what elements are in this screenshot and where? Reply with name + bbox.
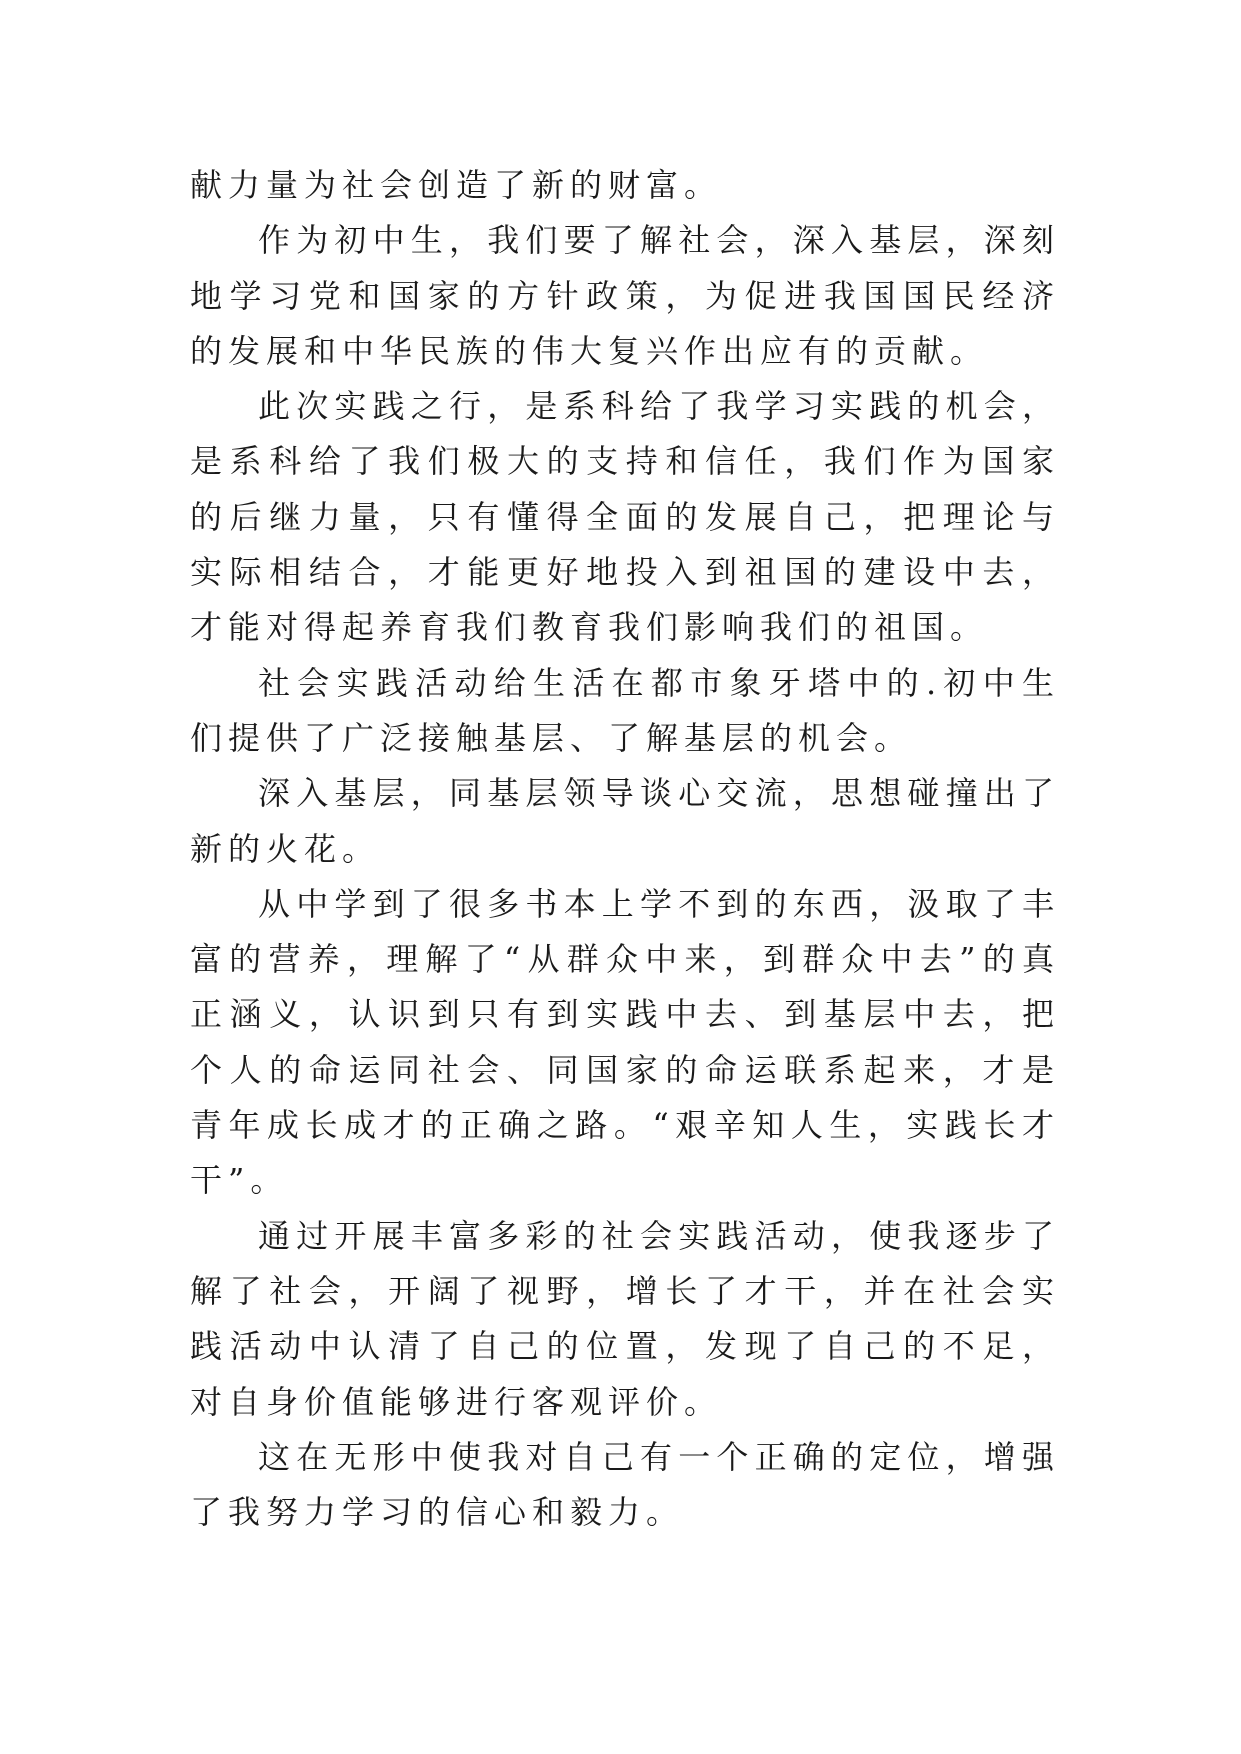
paragraph-6: 从中学到了很多书本上学不到的东西，汲取了丰富的营养，理解了“从群众中来，到群众中去”的真正涵义，认识到只有到实践中去、到基层中去，把个人的命运同社会、同国家的命运联系起来，才是青年成长成才的正确之路。“艰辛知人生，实践长才干”。 bbox=[190, 884, 1060, 1200]
paragraph-4: 社会实践活动给生活在都市象牙塔中的.初中生们提供了广泛接触基层、了解基层的机会。 bbox=[190, 663, 1060, 757]
paragraph-7: 通过开展丰富多彩的社会实践活动，使我逐步了解了社会，开阔了视野，增长了才干，并在社会实践活动中认清了自己的位置，发现了自己的不足，对自身价值能够进行客观评价。 bbox=[190, 1216, 1060, 1421]
paragraph-8: 这在无形中使我对自己有一个正确的定位，增强了我努力学习的信心和毅力。 bbox=[190, 1437, 1060, 1532]
paragraph-1: 献力量为社会创造了新的财富。 bbox=[190, 166, 723, 204]
paragraph-3: 此次实践之行，是系科给了我学习实践的机会，是系科给了我们极大的支持和信任，我们作为国家的后继力量，只有懂得全面的发展自己，把理论与实际相结合，才能更好地投入到祖国的建设中去，才能对得起养育我们教育我们影响我们的祖国。 bbox=[190, 387, 1060, 647]
document-body bbox=[190, 158, 1060, 1540]
paragraph-5: 深入基层，同基层领导谈心交流，思想碰撞出了新的火花。 bbox=[190, 774, 1060, 868]
paragraph-2: 作为初中生，我们要了解社会，深入基层，深刻地学习党和国家的方针政策，为促进我国国民经济的发展和中华民族的伟大复兴作出应有的贡献。 bbox=[190, 221, 1060, 370]
